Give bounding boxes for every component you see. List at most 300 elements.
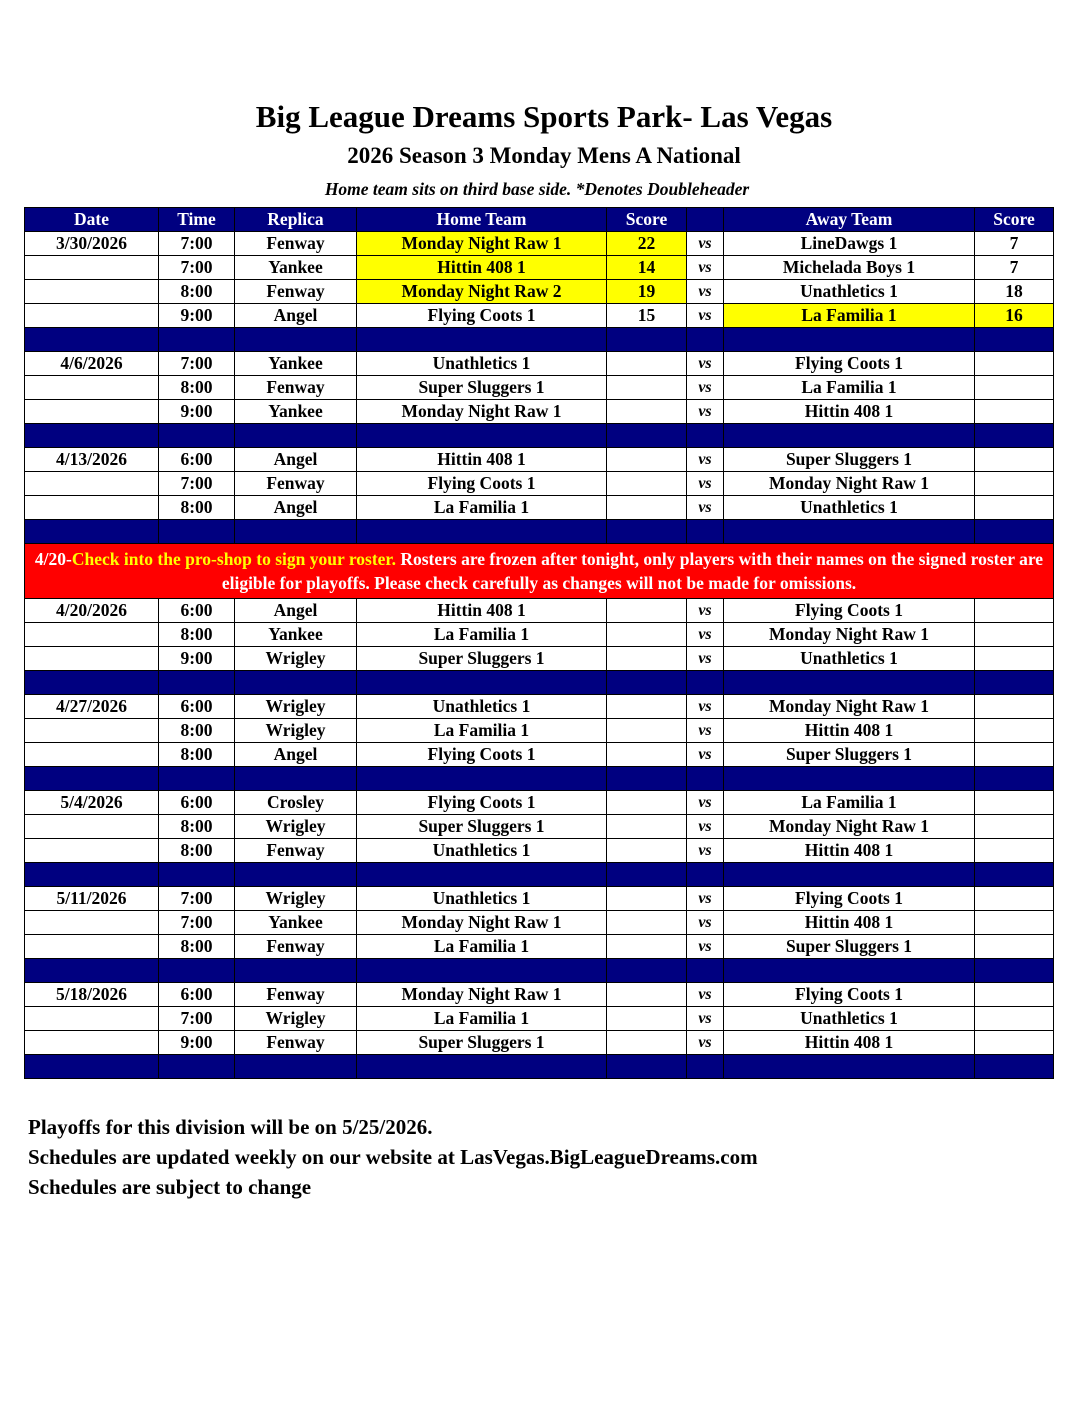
separator-cell	[159, 863, 235, 887]
separator-cell	[607, 424, 687, 448]
away-team: La Familia 1	[724, 376, 975, 400]
away-score	[975, 647, 1054, 671]
home-score	[607, 743, 687, 767]
away-score	[975, 599, 1054, 623]
away-score	[975, 352, 1054, 376]
game-time: 8:00	[159, 376, 235, 400]
separator-cell	[25, 520, 159, 544]
home-score	[607, 599, 687, 623]
home-score	[607, 448, 687, 472]
away-score	[975, 496, 1054, 520]
field-replica: Wrigley	[235, 815, 357, 839]
col-away-score: Score	[975, 208, 1054, 232]
field-replica: Wrigley	[235, 695, 357, 719]
away-score	[975, 472, 1054, 496]
game-date	[25, 623, 159, 647]
home-score: 14	[607, 256, 687, 280]
home-score	[607, 911, 687, 935]
home-team: La Familia 1	[357, 496, 607, 520]
separator-cell	[724, 959, 975, 983]
game-date	[25, 911, 159, 935]
vs-label: vs	[687, 791, 724, 815]
notice-date: 4/20-	[34, 549, 72, 569]
separator-cell	[357, 1055, 607, 1079]
separator-cell	[607, 520, 687, 544]
game-date	[25, 256, 159, 280]
game-row	[25, 1031, 1054, 1055]
game-time: 9:00	[159, 647, 235, 671]
home-team: La Familia 1	[357, 935, 607, 959]
game-time: 7:00	[159, 911, 235, 935]
field-replica: Angel	[235, 304, 357, 328]
home-score	[607, 719, 687, 743]
footer-playoffs: Playoffs for this division will be on 5/25/2026.	[28, 1115, 433, 1139]
game-row	[25, 599, 1054, 623]
field-replica: Yankee	[235, 352, 357, 376]
away-score	[975, 743, 1054, 767]
vs-label: vs	[687, 983, 724, 1007]
separator-cell	[687, 424, 724, 448]
away-team: Unathletics 1	[724, 1007, 975, 1031]
vs-label: vs	[687, 887, 724, 911]
game-date	[25, 496, 159, 520]
home-score	[607, 623, 687, 647]
separator-cell	[25, 767, 159, 791]
field-replica: Fenway	[235, 472, 357, 496]
vs-label: vs	[687, 623, 724, 647]
game-row	[25, 839, 1054, 863]
separator-cell	[975, 1055, 1054, 1079]
field-replica: Angel	[235, 743, 357, 767]
home-team: La Familia 1	[357, 1007, 607, 1031]
field-replica: Crosley	[235, 791, 357, 815]
vs-label: vs	[687, 1007, 724, 1031]
game-time: 6:00	[159, 448, 235, 472]
separator-cell	[357, 863, 607, 887]
separator-cell	[975, 520, 1054, 544]
home-score	[607, 1007, 687, 1031]
separator-cell	[357, 959, 607, 983]
game-row	[25, 647, 1054, 671]
away-score	[975, 911, 1054, 935]
home-team: Flying Coots 1	[357, 472, 607, 496]
home-score	[607, 1031, 687, 1055]
away-team: Monday Night Raw 1	[724, 815, 975, 839]
separator-cell	[975, 328, 1054, 352]
game-row	[25, 280, 1054, 304]
away-score	[975, 1007, 1054, 1031]
game-date: 5/18/2026	[25, 983, 159, 1007]
vs-label: vs	[687, 719, 724, 743]
roster-notice	[25, 544, 1054, 599]
home-score	[607, 695, 687, 719]
away-score	[975, 400, 1054, 424]
home-team: Super Sluggers 1	[357, 815, 607, 839]
field-replica: Yankee	[235, 400, 357, 424]
separator-cell	[357, 520, 607, 544]
game-row	[25, 935, 1054, 959]
game-time: 6:00	[159, 983, 235, 1007]
away-team: Flying Coots 1	[724, 352, 975, 376]
game-date: 4/13/2026	[25, 448, 159, 472]
separator-cell	[159, 959, 235, 983]
separator-cell	[975, 671, 1054, 695]
game-date	[25, 935, 159, 959]
game-row	[25, 472, 1054, 496]
away-team: Monday Night Raw 1	[724, 472, 975, 496]
game-time: 7:00	[159, 352, 235, 376]
game-time: 8:00	[159, 496, 235, 520]
vs-label: vs	[687, 839, 724, 863]
away-score	[975, 719, 1054, 743]
home-team: Monday Night Raw 1	[357, 983, 607, 1007]
game-time: 7:00	[159, 472, 235, 496]
field-replica: Fenway	[235, 983, 357, 1007]
page-title: Big League Dreams Sports Park- Las Vegas	[255, 99, 833, 134]
game-time: 6:00	[159, 599, 235, 623]
vs-label: vs	[687, 304, 724, 328]
home-score: 22	[607, 232, 687, 256]
field-replica: Angel	[235, 448, 357, 472]
game-date	[25, 280, 159, 304]
game-date	[25, 400, 159, 424]
home-team: Monday Night Raw 1	[357, 911, 607, 935]
game-time: 8:00	[159, 743, 235, 767]
vs-label: vs	[687, 935, 724, 959]
game-date	[25, 647, 159, 671]
game-row	[25, 352, 1054, 376]
game-date	[25, 376, 159, 400]
game-row	[25, 232, 1054, 256]
week-separator	[25, 520, 1054, 544]
away-team: Unathletics 1	[724, 496, 975, 520]
separator-cell	[607, 328, 687, 352]
separator-cell	[235, 328, 357, 352]
vs-label: vs	[687, 1031, 724, 1055]
game-row	[25, 743, 1054, 767]
field-replica: Yankee	[235, 256, 357, 280]
field-replica: Fenway	[235, 839, 357, 863]
game-row	[25, 496, 1054, 520]
col-time: Time	[159, 208, 235, 232]
vs-label: vs	[687, 695, 724, 719]
field-replica: Fenway	[235, 376, 357, 400]
game-date	[25, 472, 159, 496]
game-row	[25, 1007, 1054, 1031]
field-replica: Angel	[235, 599, 357, 623]
vs-label: vs	[687, 815, 724, 839]
separator-cell	[975, 863, 1054, 887]
table-header-row	[25, 208, 1054, 232]
separator-cell	[25, 328, 159, 352]
away-score	[975, 887, 1054, 911]
vs-label: vs	[687, 496, 724, 520]
col-date: Date	[25, 208, 159, 232]
away-score	[975, 815, 1054, 839]
week-separator	[25, 328, 1054, 352]
away-team: Hittin 408 1	[724, 911, 975, 935]
separator-cell	[159, 328, 235, 352]
week-separator	[25, 767, 1054, 791]
page-subtitle: 2026 Season 3 Monday Mens A National	[347, 143, 741, 168]
separator-cell	[25, 959, 159, 983]
separator-cell	[607, 767, 687, 791]
vs-label: vs	[687, 352, 724, 376]
separator-cell	[975, 767, 1054, 791]
home-score	[607, 472, 687, 496]
home-team: Monday Night Raw 1	[357, 400, 607, 424]
separator-cell	[235, 520, 357, 544]
away-team: Unathletics 1	[724, 647, 975, 671]
separator-cell	[687, 520, 724, 544]
home-team: Unathletics 1	[357, 695, 607, 719]
separator-cell	[724, 520, 975, 544]
home-team: Hittin 408 1	[357, 599, 607, 623]
separator-cell	[724, 424, 975, 448]
separator-cell	[687, 767, 724, 791]
roster-notice-row	[25, 544, 1054, 599]
game-date	[25, 304, 159, 328]
separator-cell	[724, 863, 975, 887]
game-time: 8:00	[159, 719, 235, 743]
vs-label: vs	[687, 376, 724, 400]
game-date: 4/6/2026	[25, 352, 159, 376]
separator-cell	[25, 1055, 159, 1079]
col-home-team: Home Team	[357, 208, 607, 232]
field-replica: Fenway	[235, 232, 357, 256]
vs-label: vs	[687, 400, 724, 424]
separator-cell	[724, 767, 975, 791]
vs-label: vs	[687, 599, 724, 623]
away-team: Hittin 408 1	[724, 1031, 975, 1055]
away-score	[975, 839, 1054, 863]
game-row	[25, 911, 1054, 935]
separator-cell	[235, 671, 357, 695]
separator-cell	[975, 959, 1054, 983]
game-row	[25, 400, 1054, 424]
separator-cell	[607, 671, 687, 695]
separator-cell	[607, 863, 687, 887]
away-team: Flying Coots 1	[724, 983, 975, 1007]
home-score: 15	[607, 304, 687, 328]
away-score	[975, 376, 1054, 400]
game-date: 4/27/2026	[25, 695, 159, 719]
field-replica: Wrigley	[235, 887, 357, 911]
away-team: Flying Coots 1	[724, 599, 975, 623]
separator-cell	[235, 424, 357, 448]
separator-cell	[724, 1055, 975, 1079]
vs-label: vs	[687, 472, 724, 496]
game-time: 8:00	[159, 839, 235, 863]
away-team: Hittin 408 1	[724, 400, 975, 424]
game-time: 8:00	[159, 280, 235, 304]
separator-cell	[235, 767, 357, 791]
field-replica: Wrigley	[235, 1007, 357, 1031]
home-team: Super Sluggers 1	[357, 1031, 607, 1055]
separator-cell	[235, 1055, 357, 1079]
col-home-score: Score	[607, 208, 687, 232]
separator-cell	[159, 671, 235, 695]
game-time: 8:00	[159, 815, 235, 839]
separator-cell	[687, 863, 724, 887]
field-replica: Fenway	[235, 280, 357, 304]
field-replica: Wrigley	[235, 647, 357, 671]
separator-cell	[159, 424, 235, 448]
away-score: 7	[975, 232, 1054, 256]
away-team: Monday Night Raw 1	[724, 695, 975, 719]
game-time: 9:00	[159, 1031, 235, 1055]
home-score	[607, 815, 687, 839]
away-team: Michelada Boys 1	[724, 256, 975, 280]
home-score	[607, 496, 687, 520]
home-score	[607, 376, 687, 400]
notice-text: Rosters are frozen after tonight, only players with their names on the signed roster are eligible for playoffs. Please check carefully as changes will not be made for omissions.	[221, 549, 1044, 593]
game-row	[25, 256, 1054, 280]
away-score	[975, 623, 1054, 647]
away-team: Monday Night Raw 1	[724, 623, 975, 647]
separator-cell	[687, 959, 724, 983]
week-separator	[25, 671, 1054, 695]
home-score	[607, 935, 687, 959]
home-team: Unathletics 1	[357, 839, 607, 863]
away-team: LineDawgs 1	[724, 232, 975, 256]
home-score	[607, 983, 687, 1007]
game-row	[25, 887, 1054, 911]
home-team: Monday Night Raw 1	[357, 232, 607, 256]
game-time: 6:00	[159, 791, 235, 815]
home-team: Flying Coots 1	[357, 791, 607, 815]
home-team: Hittin 408 1	[357, 256, 607, 280]
field-replica: Yankee	[235, 911, 357, 935]
field-replica: Fenway	[235, 1031, 357, 1055]
game-time: 8:00	[159, 623, 235, 647]
separator-cell	[25, 424, 159, 448]
week-separator	[25, 424, 1054, 448]
week-separator	[25, 959, 1054, 983]
home-team: Flying Coots 1	[357, 304, 607, 328]
separator-cell	[724, 328, 975, 352]
away-score	[975, 791, 1054, 815]
footer-website: Schedules are updated weekly on our website at LasVegas.BigLeagueDreams.com	[28, 1145, 758, 1169]
away-score	[975, 935, 1054, 959]
schedule-note: Home team sits on third base side. *Denotes Doubleheader	[324, 179, 750, 199]
home-score	[607, 647, 687, 671]
separator-cell	[357, 328, 607, 352]
away-score	[975, 1031, 1054, 1055]
home-score	[607, 791, 687, 815]
game-time: 7:00	[159, 256, 235, 280]
away-team: Hittin 408 1	[724, 839, 975, 863]
vs-label: vs	[687, 280, 724, 304]
home-team: Super Sluggers 1	[357, 376, 607, 400]
home-team: Unathletics 1	[357, 887, 607, 911]
game-date	[25, 1031, 159, 1055]
home-team: Super Sluggers 1	[357, 647, 607, 671]
game-row	[25, 791, 1054, 815]
separator-cell	[975, 424, 1054, 448]
separator-cell	[159, 767, 235, 791]
home-score	[607, 839, 687, 863]
separator-cell	[357, 671, 607, 695]
separator-cell	[687, 671, 724, 695]
separator-cell	[25, 863, 159, 887]
home-team: Monday Night Raw 2	[357, 280, 607, 304]
game-date	[25, 743, 159, 767]
notice-highlight: Check into the pro-shop to sign your roster.	[71, 549, 396, 569]
game-date	[25, 1007, 159, 1031]
game-date: 4/20/2026	[25, 599, 159, 623]
away-team: Hittin 408 1	[724, 719, 975, 743]
separator-cell	[159, 1055, 235, 1079]
away-score: 18	[975, 280, 1054, 304]
separator-cell	[607, 1055, 687, 1079]
game-date	[25, 839, 159, 863]
home-team: Hittin 408 1	[357, 448, 607, 472]
game-row	[25, 376, 1054, 400]
separator-cell	[357, 767, 607, 791]
home-team: Flying Coots 1	[357, 743, 607, 767]
home-score	[607, 887, 687, 911]
col-replica: Replica	[235, 208, 357, 232]
away-score: 16	[975, 304, 1054, 328]
away-team: Super Sluggers 1	[724, 743, 975, 767]
game-row	[25, 623, 1054, 647]
separator-cell	[235, 959, 357, 983]
separator-cell	[357, 424, 607, 448]
away-team: La Familia 1	[724, 304, 975, 328]
col-away-team: Away Team	[724, 208, 975, 232]
home-team: Unathletics 1	[357, 352, 607, 376]
away-score	[975, 448, 1054, 472]
home-team: La Familia 1	[357, 623, 607, 647]
game-row	[25, 815, 1054, 839]
vs-label: vs	[687, 232, 724, 256]
game-date	[25, 719, 159, 743]
separator-cell	[235, 863, 357, 887]
separator-cell	[687, 1055, 724, 1079]
game-time: 7:00	[159, 232, 235, 256]
game-row	[25, 695, 1054, 719]
field-replica: Angel	[235, 496, 357, 520]
vs-label: vs	[687, 256, 724, 280]
away-team: Super Sluggers 1	[724, 935, 975, 959]
home-score	[607, 400, 687, 424]
game-row	[25, 719, 1054, 743]
away-score	[975, 695, 1054, 719]
game-row	[25, 983, 1054, 1007]
game-row	[25, 304, 1054, 328]
game-date: 5/4/2026	[25, 791, 159, 815]
game-date: 5/11/2026	[25, 887, 159, 911]
separator-cell	[687, 328, 724, 352]
game-row	[25, 448, 1054, 472]
home-score	[607, 352, 687, 376]
footer-disclaimer: Schedules are subject to change	[28, 1175, 312, 1199]
game-date: 3/30/2026	[25, 232, 159, 256]
separator-cell	[724, 671, 975, 695]
separator-cell	[25, 671, 159, 695]
week-separator	[25, 1055, 1054, 1079]
game-time: 8:00	[159, 935, 235, 959]
away-team: Unathletics 1	[724, 280, 975, 304]
vs-label: vs	[687, 911, 724, 935]
field-replica: Yankee	[235, 623, 357, 647]
away-team: Super Sluggers 1	[724, 448, 975, 472]
home-team: La Familia 1	[357, 719, 607, 743]
vs-label: vs	[687, 448, 724, 472]
game-time: 6:00	[159, 695, 235, 719]
game-time: 7:00	[159, 887, 235, 911]
